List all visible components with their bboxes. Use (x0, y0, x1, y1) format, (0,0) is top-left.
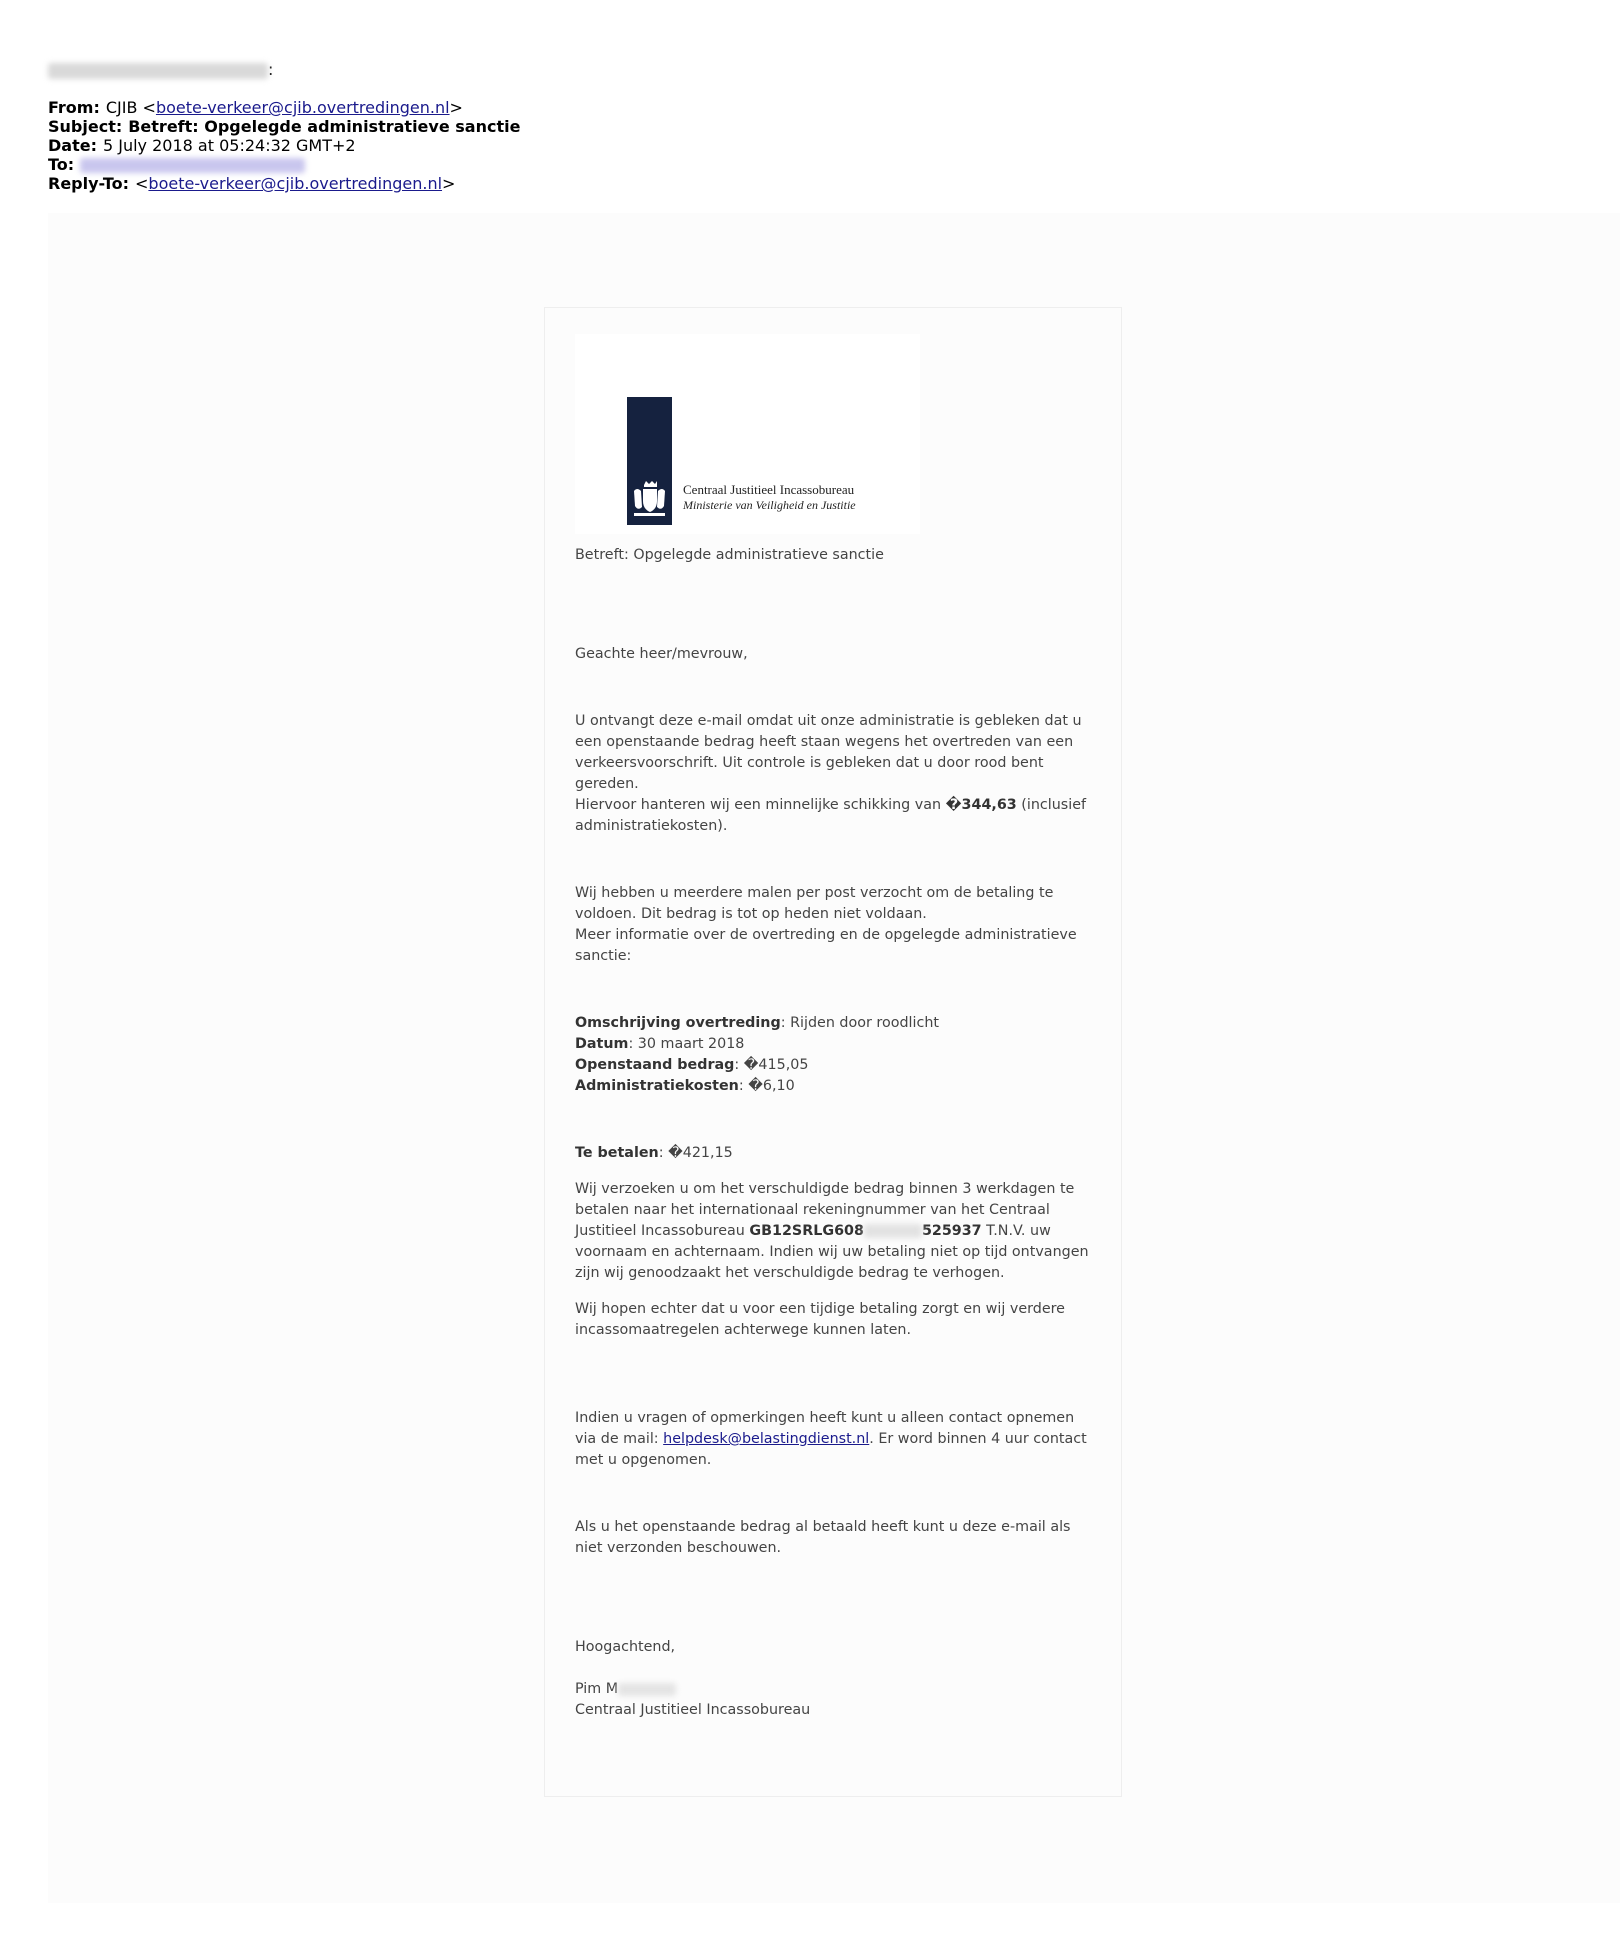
sender-line (48, 60, 520, 79)
logo-ministry: Ministerie van Veiligheid en Justitie (683, 498, 856, 512)
from-email-link[interactable]: boete-verkeer@cjib.overtredingen.nl (155, 98, 450, 117)
detail-label: Datum (575, 1036, 629, 1052)
detail-value: : �6,10 (738, 1078, 795, 1094)
date-row (48, 136, 520, 155)
subject-row (48, 117, 520, 136)
replyto-row (48, 174, 520, 193)
coat-of-arms-icon (631, 479, 668, 519)
paragraph-disclaimer: Als u het openstaande bedrag al betaald heeft kunt u deze e-mail als niet verzonden beschouwen. (575, 1519, 1071, 1556)
paragraph-intro: U ontvangt deze e-mail omdat uit onze administratie is gebleken dat u een openstaande bedrag heeft staan wegens het overtreden van een verkeersvoorschrift. Uit controle is gebleken dat u door rood bent gereden. (575, 713, 1082, 792)
detail-row (575, 1076, 1097, 1097)
signer-org: Centraal Justitieel Incassobureau (575, 1702, 811, 1718)
closing: Hoogachtend, (575, 1639, 676, 1655)
contact-text: Indien u vragen of opmerkingen heeft kunt u alleen contact opnemen via de mail: (575, 1410, 1075, 1447)
detail-row (575, 1013, 1097, 1034)
sender-suffix: : (268, 60, 274, 79)
settlement-amount: �344,63 (945, 797, 1017, 813)
subject-value: Betreft: Opgelegde administratieve sanctie (128, 117, 521, 136)
helpdesk-email-link[interactable]: helpdesk@belastingdienst.nl (663, 1431, 870, 1447)
settlement-note: (inclusief administratiekosten). (575, 797, 1087, 834)
redacted-signer-surname (618, 1683, 676, 1696)
detail-label: Openstaand bedrag (575, 1057, 735, 1073)
total-row (575, 1143, 1097, 1164)
replyto-email-link[interactable]: boete-verkeer@cjib.overtredingen.nl (148, 174, 443, 193)
from-row (48, 98, 520, 117)
detail-value: : �415,05 (734, 1057, 809, 1073)
redacted-sender (48, 63, 268, 79)
redacted-recipient (80, 158, 305, 173)
redacted-iban (864, 1224, 922, 1238)
detail-label: Omschrijving overtreding (575, 1015, 781, 1031)
settlement-text: Hiervoor hanteren wij een minnelijke schikking van (575, 797, 946, 813)
to-label: To: (48, 155, 75, 174)
iban-start: GB12SRLG608 (749, 1223, 864, 1239)
paragraph-payment-request (575, 1179, 1097, 1284)
total-value: : �421,15 (658, 1145, 733, 1161)
body-subject-line: Betreft: Opgelegde administratieve sanctie (575, 547, 884, 563)
payment-note: T.N.V. uw voornaam en achternaam. Indien wij uw betaling niet op tijd ontvangen zijn wij genoodzaakt het verschuldigde bedrag te verhogen. (575, 1223, 1089, 1281)
detail-label: Administratiekosten (575, 1078, 739, 1094)
paragraph-reminder: Wij hebben u meerdere malen per post verzocht om de betaling te voldoen. Dit bedrag is tot op heden niet voldaan. (575, 885, 1054, 922)
cjib-logo (575, 334, 920, 534)
paragraph-hope: Wij hopen echter dat u voor een tijdige betaling zorgt en wij verdere incassomaatregelen achterwege kunnen laten. (575, 1301, 1065, 1338)
iban-end: 525937 (921, 1223, 982, 1239)
detail-value: : Rijden door roodlicht (780, 1015, 940, 1031)
email-header (48, 60, 520, 193)
replyto-open: < (135, 174, 149, 193)
signer-first: Pim M (575, 1681, 619, 1697)
detail-value: : 30 maart 2018 (628, 1036, 745, 1052)
paragraph-more-info: Meer informatie over de overtreding en de opgelegde administratieve sanctie: (575, 927, 1077, 964)
date-value: 5 July 2018 at 05:24:32 GMT+2 (102, 136, 356, 155)
from-name: CJIB < (105, 98, 156, 117)
detail-row (575, 1034, 1097, 1055)
logo-org-name: Centraal Justitieel Incassobureau (683, 482, 855, 497)
total-label: Te betalen (575, 1145, 659, 1161)
detail-row (575, 1055, 1097, 1076)
payment-text: Wij verzoeken u om het verschuldigde bedrag binnen 3 werkdagen te betalen naar het internationaal rekeningnummer van het Centraal Justitieel Incassobureau (575, 1181, 1075, 1239)
to-row (48, 155, 520, 174)
paragraph-settlement (575, 795, 1097, 837)
message-content (575, 545, 1097, 1721)
contact-note: . Er word binnen 4 uur contact met u opgenomen. (575, 1431, 1087, 1468)
subject-label: Subject: (48, 117, 123, 136)
message-card (544, 307, 1122, 1797)
replyto-label: Reply-To: (48, 174, 130, 193)
from-close: > (449, 98, 463, 117)
paragraph-contact (575, 1408, 1097, 1471)
signer-name (575, 1679, 1097, 1700)
salutation: Geachte heer/mevrouw, (575, 646, 748, 662)
date-label: Date: (48, 136, 97, 155)
from-label: From: (48, 98, 100, 117)
replyto-close: > (442, 174, 456, 193)
